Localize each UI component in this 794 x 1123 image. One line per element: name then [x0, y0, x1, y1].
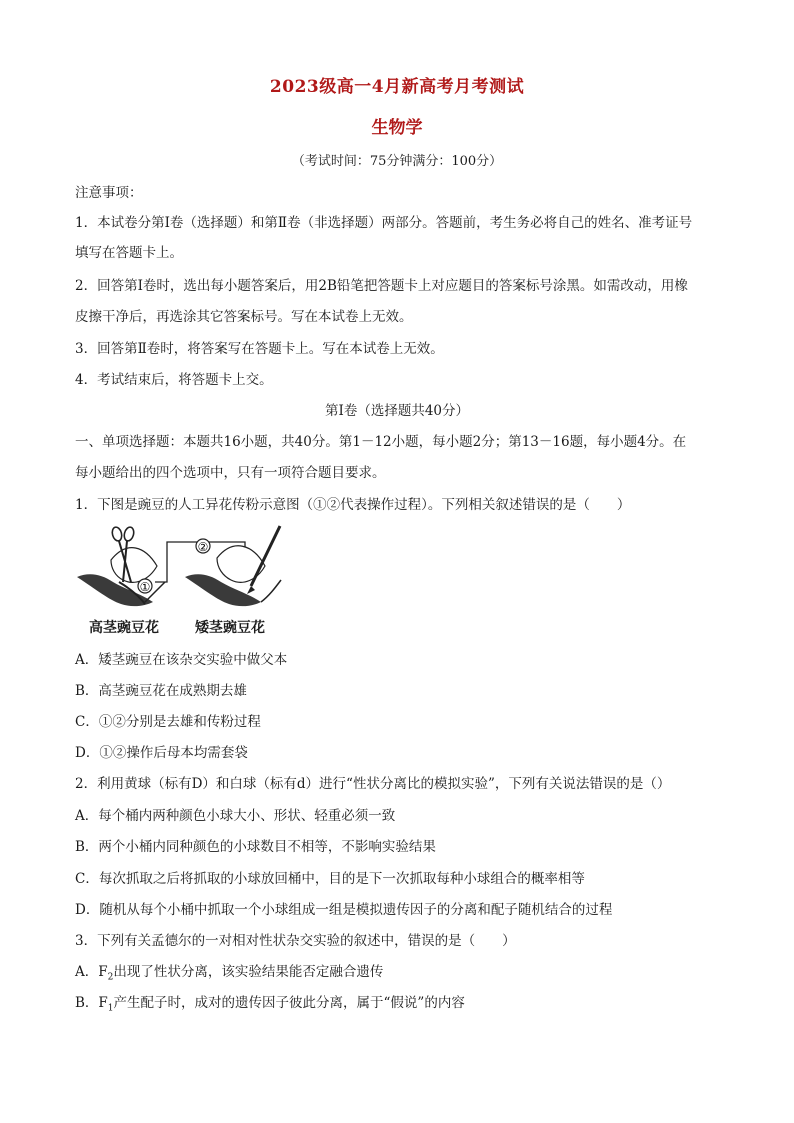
q2-option-b: B．两个小桶内同种颜色的小球数目不相等，不影响实验结果: [75, 839, 436, 855]
exam-info: （考试时间：75分钟满分：100分）: [291, 154, 503, 169]
right-flower-banner: [217, 546, 265, 582]
subject-title: 生物学: [371, 118, 423, 138]
q2-option-a: A．每个桶内两种颜色小球大小、形状、轻重必须一致: [75, 808, 396, 824]
q2-option-c: C．每次抓取之后将抓取的小球放回桶中，目的是下一次抓取每种小球组合的概率相等: [75, 871, 585, 887]
left-flower-banner: [111, 548, 157, 583]
section-instructions-line-2: 每小题给出的四个选项中，只有一项符合题目要求。: [75, 465, 386, 481]
q1-option-d: D．①②操作后母本均需套袋: [75, 745, 248, 761]
question-1-stem: 1．下图是豌豆的人工异花传粉示意图（①②代表操作过程）。下列相关叙述错误的是（ ）: [75, 497, 631, 513]
note-2-line-1: 2．回答第Ⅰ卷时，选出每小题答案后，用2B铅笔把答题卡上对应题目的答案标号涂黑。如需改动，用橡: [75, 278, 688, 294]
marker-1-label: ①: [139, 580, 151, 594]
section-instructions-line-1: 一、单项选择题：本题共16小题，共40分。第1－12小题，每小题2分；第13－16题，每小题4分。在: [75, 434, 687, 450]
q1-option-c: C．①②分别是去雄和传粉过程: [75, 714, 261, 730]
q2-option-d: D．随机从每个小桶中抓取一个小球组成一组是模拟遗传因子的分离和配子随机结合的过程: [75, 902, 613, 918]
q1-option-b: B．高茎豌豆花在成熟期去雄: [75, 683, 247, 699]
q1-option-a: A．矮茎豌豆在该杂交实验中做父本: [75, 652, 288, 668]
note-2-line-2: 皮擦干净后，再选涂其它答案标号。写在本试卷上无效。: [75, 309, 413, 325]
question-2-stem: 2．利用黄球（标有D）和白球（标有d）进行“性状分离比的模拟实验”，下列有关说法错误的是（）: [75, 776, 671, 792]
exam-title: 2023级高一4月新高考月考测试: [269, 77, 525, 97]
note-1-line-1: 1．本试卷分第Ⅰ卷（选择题）和第Ⅱ卷（非选择题）两部分。答题前，考生务必将自己的姓名、准考证号: [75, 215, 693, 231]
marker-2-label: ②: [197, 540, 209, 554]
pea-pollination-figure: [75, 522, 285, 640]
section-title: 第Ⅰ卷（选择题共40分）: [324, 403, 469, 419]
caption-tall-pea: 高茎豌豆花: [89, 620, 159, 636]
q3-option-b: B．$F_1$产生配子时，成对的遗传因子彼此分离，属于“假说”的内容: [75, 995, 465, 1014]
question-3-stem: 3．下列有关孟德尔的一对相对性状杂交实验的叙述中，错误的是（ ）: [75, 933, 516, 949]
q3-option-a: A．$F_2$出现了性状分离，该实验结果能否定融合遗传: [75, 964, 384, 983]
caption-short-pea: 矮茎豌豆花: [195, 620, 265, 636]
note-1-line-2: 填写在答题卡上。: [75, 245, 183, 261]
note-3: 3．回答第Ⅱ卷时，将答案写在答题卡上。写在本试卷上无效。: [75, 341, 444, 357]
notes-heading: 注意事项：: [75, 185, 143, 201]
note-4: 4．考试结束后，将答题卡上交。: [75, 372, 273, 388]
